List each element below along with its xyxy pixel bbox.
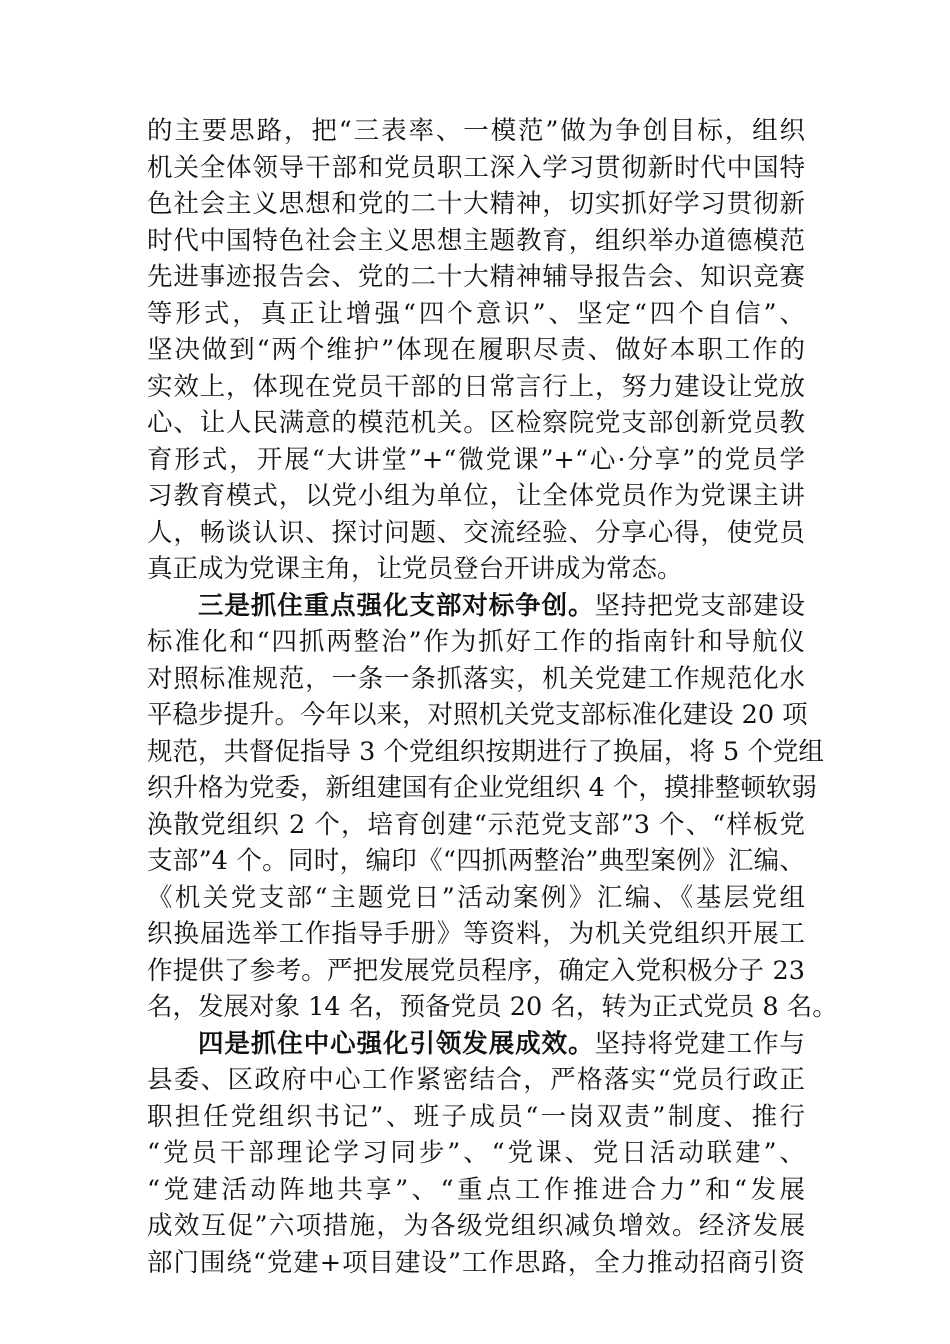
text-line: 色社会主义思想和党的二十大精神，切实抓好学习贯彻新: [147, 189, 805, 219]
text-line: 的主要思路，把“三表率、一模范”做为争创目标，组织: [147, 116, 805, 146]
paragraph-standardization: [147, 588, 838, 1026]
text-line: 县委、区政府中心工作紧密结合，严格落实“党员行政正: [147, 1065, 805, 1095]
text-line: 织升格为党委，新组建国有企业党组织 4 个，摸排整顿软弱: [147, 773, 817, 803]
paragraph-heading: 三是抓住重点强化支部对标争创。: [198, 590, 595, 621]
text-line: 真正成为党课主角，让党员登台开讲成为常态。: [147, 554, 683, 584]
text-line-first: [147, 1026, 805, 1063]
paragraph-continued: [147, 113, 805, 588]
text-line: 时代中国特色社会主义思想主题教育，组织举办道德模范: [147, 225, 805, 256]
text-line-first: [147, 588, 805, 625]
text-line: 等形式，真正让增强“四个意识”、坚定“四个自信”、: [147, 298, 805, 329]
text-line: 织换届选举工作指导手册》等资料，为机关党组织开展工: [147, 919, 805, 949]
text-line: 实效上，体现在党员干部的日常言行上，努力建设让党放: [147, 371, 805, 402]
text-line: 成效互促”六项措施，为各级党组织减负增效。经济发展: [147, 1211, 805, 1241]
text-line: 规范，共督促指导 3 个党组织按期进行了换届，将 5 个党组: [147, 736, 824, 767]
text-line: 先进事迹报告会、党的二十大精神辅导报告会、知识竞赛: [147, 262, 805, 292]
text-line: “党员干部理论学习同步”、“党课、党日活动联建”、: [147, 1138, 805, 1168]
heading-continuation: 坚持把党支部建设: [594, 590, 805, 621]
text-line: “党建活动阵地共享”、“重点工作推进合力”和“发展: [147, 1174, 805, 1205]
text-line: 《机关党支部“主题党日”活动案例》汇编、《基层党组: [147, 882, 805, 913]
text-line: 支部”4 个。同时，编印《“四抓两整治”典型案例》汇编、: [147, 846, 805, 876]
text-line: 名，发展对象 14 名，预备党员 20 名，转为正式党员 8 名。: [147, 992, 838, 1022]
text-line: 部门围绕“党建+项目建设”工作思路，全力推动招商引资: [147, 1247, 805, 1278]
text-line: 平稳步提升。今年以来，对照机关党支部标准化建设 20 项: [147, 700, 808, 730]
paragraph-development: [147, 1026, 805, 1282]
text-line: 心、让人民满意的模范机关。区检察院党支部创新党员教: [147, 408, 805, 438]
paragraph-heading: 四是抓住中心强化引领发展成效。: [198, 1028, 595, 1059]
text-line: 习教育模式，以党小组为单位，让全体党员作为党课主讲: [147, 481, 805, 511]
text-line: 机关全体领导干部和党员职工深入学习贯彻新时代中国特: [147, 152, 805, 183]
text-line: 坚决做到“两个维护”体现在履职尽责、做好本职工作的: [147, 335, 805, 365]
heading-continuation: 坚持将党建工作与: [594, 1028, 805, 1059]
text-line: 涣散党组织 2 个，培育创建“示范党支部”3 个、“样板党: [147, 809, 805, 840]
text-line: 对照标准规范，一条一条抓落实，机关党建工作规范化水: [147, 663, 805, 694]
body-text: [147, 113, 838, 1281]
text-line: 标准化和“四抓两整治”作为抓好工作的指南针和导航仪: [147, 627, 805, 657]
text-line: 人，畅谈认识、探讨问题、交流经验、分享心得，使党员: [147, 517, 805, 548]
text-line: 职担任党组织书记”、班子成员“一岗双责”制度、推行: [147, 1101, 805, 1132]
text-line: 育形式，开展“大讲堂”+“微党课”+“心·分享”的党员学: [147, 444, 805, 475]
text-line: 作提供了参考。严把发展党员程序，确定入党积极分子 23: [147, 955, 805, 986]
